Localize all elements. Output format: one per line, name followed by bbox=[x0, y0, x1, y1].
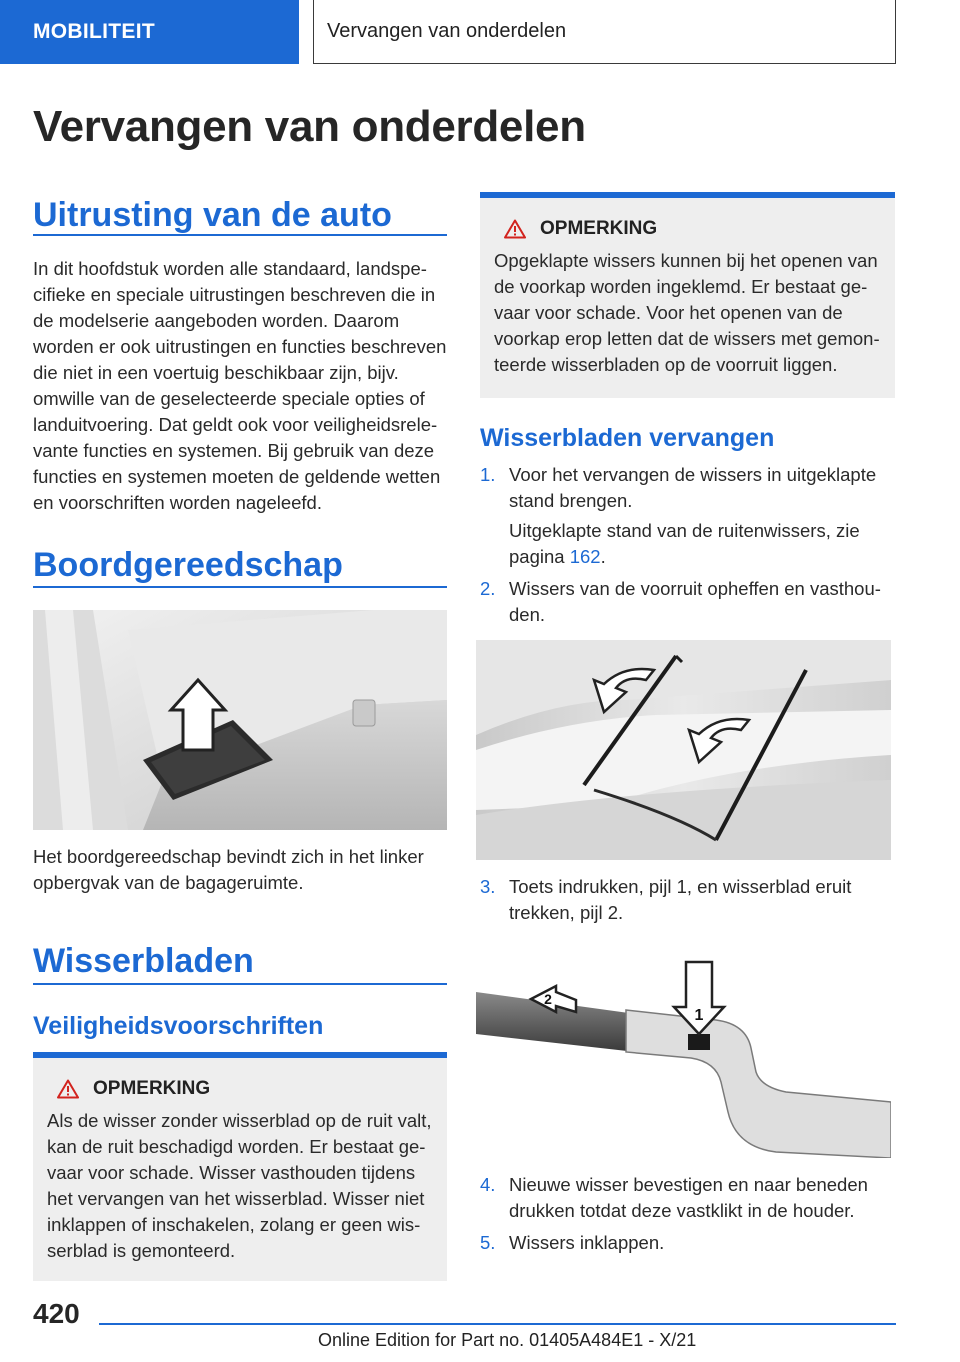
warning-box-hood bbox=[480, 192, 895, 398]
warning-heading bbox=[504, 218, 881, 240]
step-item bbox=[480, 874, 900, 926]
toolkit-caption: Het boordgereedschap bevindt zich in het linker opbergvak van de bagageruimte. bbox=[33, 846, 424, 893]
step-item bbox=[480, 576, 900, 628]
heading-replace-wipers: Wisserbladen vervangen bbox=[480, 424, 775, 452]
wiper-blade-illustration bbox=[476, 952, 891, 1158]
windshield-figure bbox=[476, 640, 891, 860]
step-number: 5. bbox=[480, 1232, 496, 1253]
page-number: 420 bbox=[33, 1298, 80, 1329]
step-number: 3. bbox=[480, 876, 496, 897]
warning-heading bbox=[57, 1078, 433, 1100]
step-item bbox=[480, 1172, 900, 1224]
heading-toolkit: Boordgereedschap bbox=[33, 546, 343, 584]
heading-rule bbox=[33, 983, 447, 985]
arrow-1-label: 1 bbox=[694, 1007, 704, 1024]
step-number: 1. bbox=[480, 464, 496, 485]
step-item bbox=[480, 1230, 900, 1256]
running-header-title: Vervangen van onderdelen bbox=[313, 0, 896, 64]
step1-note-text: Uitgeklapte stand van de ruitenwissers, zie pagina bbox=[509, 520, 860, 567]
warning-label: OPMERKING bbox=[540, 218, 658, 239]
warning-label: OPMERKING bbox=[93, 1078, 211, 1099]
toolkit-figure bbox=[33, 610, 447, 830]
toolkit-illustration bbox=[33, 610, 447, 830]
step1-note-suffix: . bbox=[600, 546, 606, 567]
warning-text: Opgeklapte wissers kunnen bij het openen van de voorkap worden ingeklemd. Er bestaat gevaar voor schade. Voor het openen van de voorkap erop letten dat de wissers met gemonteerde wisserbladen op de voorruit liggen. bbox=[494, 250, 880, 375]
step-text: Wissers inklappen. bbox=[509, 1232, 665, 1253]
step-number: 2. bbox=[480, 578, 496, 599]
wiper-blade-figure bbox=[476, 952, 891, 1158]
step-text: Voor het vervangen de wissers in uitgeklapte stand brengen. bbox=[509, 464, 877, 511]
footer-rule bbox=[99, 1323, 896, 1325]
step-number: 4. bbox=[480, 1174, 496, 1195]
arrow-2-label: 2 bbox=[544, 991, 552, 1007]
heading-wipers: Wisserbladen bbox=[33, 942, 254, 980]
warning-box-wiper-safety bbox=[33, 1052, 447, 1281]
heading-rule bbox=[33, 234, 447, 236]
equipment-paragraph: In dit hoofdstuk worden alle standaard, landspecifieke en speciale uitrustingen beschreven die in de modelserie aangeboden worden. Daarom worden er ook uitrustingen en functies beschreven die niet in een voertuig beschikbaar zijn, bijv. omwille van de geselecteerde speciale opties of landuitvoering. Dat geldt ook voor veiligheidsrelevante functies en systemen. Bij gebruik van deze functies en systemen moeten de geldende wetten en voorschriften worden nageleefd. bbox=[33, 258, 447, 513]
warning-triangle-icon bbox=[504, 219, 526, 239]
page-link[interactable]: 162 bbox=[569, 546, 601, 567]
heading-rule bbox=[33, 586, 447, 588]
section-tab[interactable]: MOBILITEIT bbox=[0, 0, 299, 64]
step1-note bbox=[509, 518, 899, 570]
step-text: Toets indrukken, pijl 1, en wisserblad eruit trekken, pijl 2. bbox=[509, 876, 852, 923]
step-text: Nieuwe wisser bevestigen en naar beneden drukken totdat deze vastklikt in de houder. bbox=[509, 1174, 868, 1221]
step-item bbox=[480, 462, 900, 514]
heading-equipment: Uitrusting van de auto bbox=[33, 196, 392, 234]
warning-text: Als de wisser zonder wisserblad op de ruit valt, kan de ruit beschadigd worden. Er bestaat gevaar voor schade. Wisser vasthouden tijdens het vervangen van het wisserblad. Wisser niet inklappen of inschakelen, zolang er geen wisserblad is gemonteerd. bbox=[47, 1110, 432, 1261]
step-text: Wissers van de voorruit opheffen en vasthouden. bbox=[509, 578, 881, 625]
windshield-illustration bbox=[476, 640, 891, 860]
heading-safety: Veiligheidsvoorschriften bbox=[33, 1012, 324, 1040]
page-title: Vervangen van onderdelen bbox=[33, 102, 586, 151]
warning-triangle-icon bbox=[57, 1079, 79, 1099]
footer-edition: Online Edition for Part no. 01405A484E1 - X/21 bbox=[318, 1330, 697, 1350]
